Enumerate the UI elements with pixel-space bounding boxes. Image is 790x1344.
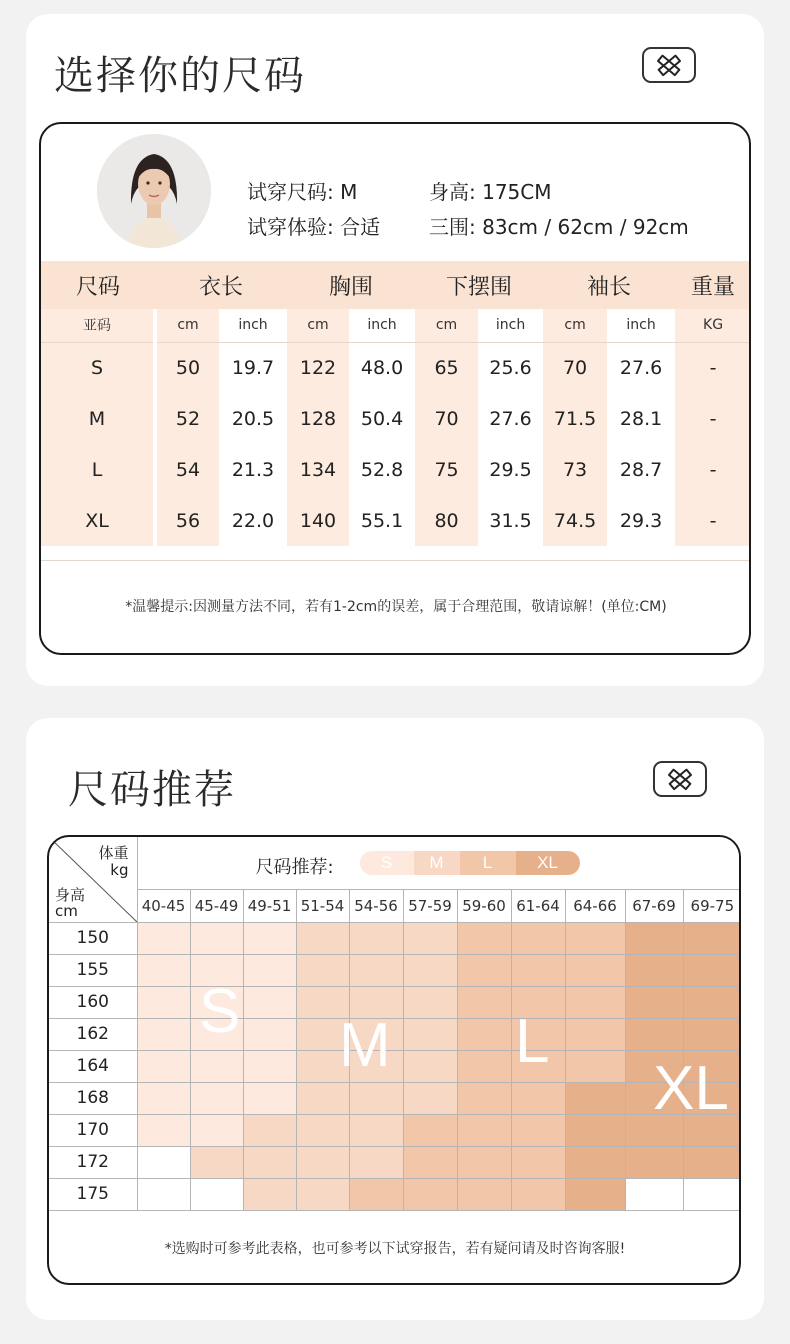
size-recommend-card [26, 718, 764, 1320]
grid-cell [137, 986, 190, 1018]
grid-cell [137, 1018, 190, 1050]
grid-cell [243, 1178, 296, 1210]
cell-value: 29.3 [607, 495, 675, 546]
section-title-size: 选择你的尺码 [54, 53, 306, 99]
grid-cell [349, 1178, 403, 1210]
cell-value: 122 [287, 342, 349, 393]
cell-value: 54 [155, 444, 219, 495]
grid-cell [190, 922, 243, 954]
grid-cell [296, 986, 349, 1018]
cell-value: 134 [287, 444, 349, 495]
ruler-pencil-icon[interactable] [642, 47, 696, 83]
grid-cell [296, 1050, 349, 1082]
grid-cell [457, 986, 511, 1018]
grid-cell [190, 1050, 243, 1082]
grid-cell [349, 986, 403, 1018]
sub-kg: KG [675, 309, 751, 342]
region-label-xl: XL [653, 1054, 729, 1123]
cell-value: 71.5 [543, 393, 607, 444]
grid-cell [296, 954, 349, 986]
grid-cell [457, 1018, 511, 1050]
cell-value: 22.0 [219, 495, 287, 546]
cell-value: 50.4 [349, 393, 415, 444]
grid-cell [190, 1114, 243, 1146]
cell-value: 20.5 [219, 393, 287, 444]
region-label-l: L [515, 1007, 550, 1076]
sub-inch: inch [478, 309, 543, 342]
grid-cell [683, 1178, 741, 1210]
cell-value: 56 [155, 495, 219, 546]
grid-cell [190, 1178, 243, 1210]
grid-cell [565, 922, 625, 954]
sub-inch: inch [349, 309, 415, 342]
grid-cell [403, 1178, 457, 1210]
weight-range-header: 54-56 [349, 889, 403, 922]
grid-cell [565, 1018, 625, 1050]
grid-cell [243, 1114, 296, 1146]
cell-value: 55.1 [349, 495, 415, 546]
grid-cell [565, 954, 625, 986]
ruler-pencil-icon[interactable] [653, 761, 707, 797]
corner-weight-unit: kg [110, 861, 129, 879]
grid-cell [403, 1018, 457, 1050]
height-label: 155 [49, 954, 137, 986]
model-height-text: 身高: 175CM [429, 180, 552, 204]
grid-cell [683, 1146, 741, 1178]
cell-value: 52 [155, 393, 219, 444]
grid-cell [457, 922, 511, 954]
trial-size-text: 试穿尺码: M [247, 180, 358, 204]
grid-cell [296, 1082, 349, 1114]
grid-cell [296, 1114, 349, 1146]
height-label: 172 [49, 1146, 137, 1178]
table-row [41, 393, 751, 444]
grid-cell [625, 1082, 683, 1114]
cell-value: 80 [415, 495, 478, 546]
grid-cell [190, 1082, 243, 1114]
model-avatar [97, 134, 211, 248]
cell-value: 75 [415, 444, 478, 495]
grid-cell [625, 1178, 683, 1210]
grid-cell [625, 1018, 683, 1050]
grid-cell [403, 954, 457, 986]
sub-cm: cm [543, 309, 607, 342]
header-chest: 胸围 [287, 261, 415, 309]
grid-row [49, 1146, 741, 1178]
grid-cell [349, 1050, 403, 1082]
grid-cell [403, 1146, 457, 1178]
cell-value: 28.1 [607, 393, 675, 444]
height-label: 168 [49, 1082, 137, 1114]
size-chart-card [26, 14, 764, 686]
cell-value: 48.0 [349, 342, 415, 393]
grid-cell [625, 1114, 683, 1146]
grid-cell [296, 1146, 349, 1178]
table-row [41, 342, 751, 393]
grid-cell [511, 954, 565, 986]
grid-cell [243, 1050, 296, 1082]
cell-value: - [675, 444, 751, 495]
cell-value: 73 [543, 444, 607, 495]
grid-cell [683, 1018, 741, 1050]
grid-cell [625, 922, 683, 954]
size-table-header [41, 261, 751, 309]
weight-range-header: 61-64 [511, 889, 565, 922]
cell-value: - [675, 393, 751, 444]
grid-cell [565, 1178, 625, 1210]
sub-inch: inch [219, 309, 287, 342]
grid-cell [625, 986, 683, 1018]
sub-inch: inch [607, 309, 675, 342]
grid-cell [403, 1082, 457, 1114]
grid-cell [457, 1050, 511, 1082]
grid-cell [565, 1082, 625, 1114]
grid-row [49, 1114, 741, 1146]
grid-cell [349, 1146, 403, 1178]
sub-cm: cm [415, 309, 478, 342]
grid-cell [243, 986, 296, 1018]
section-title-recommend: 尺码推荐 [68, 767, 236, 813]
cell-value: 27.6 [607, 342, 675, 393]
grid-cell [457, 1146, 511, 1178]
grid-cell [349, 954, 403, 986]
grid-row [49, 1178, 741, 1210]
recommend-note: *选购时可参考此表格，也可参考以下试穿报告，若有疑问请及时咨询客服! [164, 1241, 626, 1257]
header-sleeve: 袖长 [543, 261, 675, 309]
grid-cell [403, 1114, 457, 1146]
grid-row [49, 922, 741, 954]
cell-value: 74.5 [543, 495, 607, 546]
grid-cell [243, 922, 296, 954]
weight-range-header: 49-51 [243, 889, 296, 922]
grid-cell [683, 1114, 741, 1146]
grid-cell [137, 1178, 190, 1210]
legend-l: L [460, 851, 516, 875]
cell-size: S [41, 342, 155, 393]
grid-cell [349, 922, 403, 954]
legend-s: S [360, 851, 414, 875]
grid-cell [683, 954, 741, 986]
height-label: 175 [49, 1178, 137, 1210]
grid-cell [243, 1082, 296, 1114]
corner-height-label [55, 887, 85, 919]
size-note: *温馨提示:因测量方法不同，若有1-2cm的误差，属于合理范围，敬请谅解！(单位:CM) [125, 599, 667, 615]
grid-cell [511, 922, 565, 954]
grid-cell [296, 1018, 349, 1050]
weight-range-header: 59-60 [457, 889, 511, 922]
trial-feel-text: 试穿体验: 合适 [247, 215, 381, 239]
model-measurements-text: 三围: 83cm / 62cm / 92cm [429, 215, 689, 239]
cell-size: XL [41, 495, 155, 546]
corner-weight: 体重 [98, 844, 129, 862]
cell-value: 70 [543, 342, 607, 393]
cell-value: 128 [287, 393, 349, 444]
size-table-subheader [41, 309, 751, 342]
cell-value: - [675, 342, 751, 393]
cell-value: 140 [287, 495, 349, 546]
recommend-grid-box [47, 835, 741, 1285]
grid-cell [683, 1050, 741, 1082]
divider [41, 560, 751, 561]
table-row [41, 495, 751, 546]
grid-cell [565, 986, 625, 1018]
grid-cell [457, 1178, 511, 1210]
grid-cell [243, 954, 296, 986]
grid-cell [190, 986, 243, 1018]
grid-row [49, 954, 741, 986]
weight-range-header: 67-69 [625, 889, 683, 922]
grid-cell [511, 1050, 565, 1082]
grid-cell [511, 1018, 565, 1050]
cell-value: 19.7 [219, 342, 287, 393]
cell-value: 29.5 [478, 444, 543, 495]
grid-cell [296, 922, 349, 954]
recommend-legend-cell [137, 837, 741, 889]
cell-value: 31.5 [478, 495, 543, 546]
grid-cell [625, 1146, 683, 1178]
grid-row [49, 1018, 741, 1050]
grid-cell [683, 1082, 741, 1114]
cell-value: - [675, 495, 751, 546]
grid-cell [565, 1050, 625, 1082]
grid-cell [190, 954, 243, 986]
header-length: 衣长 [155, 261, 287, 309]
header-hem: 下摆围 [415, 261, 543, 309]
grid-corner-cell [49, 837, 137, 922]
header-weight: 重量 [675, 261, 751, 309]
grid-cell [349, 1082, 403, 1114]
weight-range-header: 57-59 [403, 889, 457, 922]
grid-cell [511, 1178, 565, 1210]
legend-m: M [414, 851, 460, 875]
height-label: 160 [49, 986, 137, 1018]
cell-value: 65 [415, 342, 478, 393]
cell-value: 25.6 [478, 342, 543, 393]
height-label: 170 [49, 1114, 137, 1146]
cell-value: 21.3 [219, 444, 287, 495]
cell-value: 70 [415, 393, 478, 444]
grid-cell [137, 1050, 190, 1082]
grid-cell [565, 1114, 625, 1146]
grid-cell [683, 986, 741, 1018]
grid-cell [403, 986, 457, 1018]
weight-range-header: 64-66 [565, 889, 625, 922]
grid-cell [243, 1018, 296, 1050]
region-label-s: S [199, 977, 241, 1046]
height-label: 150 [49, 922, 137, 954]
legend-xl: XL [516, 851, 580, 875]
sub-cm: cm [155, 309, 219, 342]
cell-value: 28.7 [607, 444, 675, 495]
cell-size: L [41, 444, 155, 495]
grid-cell [683, 922, 741, 954]
table-row [41, 444, 751, 495]
grid-cell [349, 1018, 403, 1050]
grid-cell [511, 1082, 565, 1114]
grid-row [49, 986, 741, 1018]
grid-cell [137, 954, 190, 986]
corner-height-unit: cm [55, 901, 78, 920]
sub-cm: cm [287, 309, 349, 342]
region-label-m: M [339, 1011, 391, 1080]
grid-row [49, 1050, 741, 1082]
recommend-grid [49, 837, 741, 1211]
grid-cell [190, 1018, 243, 1050]
header-size: 尺码 [41, 261, 155, 309]
grid-row [49, 1082, 741, 1114]
cell-value: 27.6 [478, 393, 543, 444]
weight-range-header: 45-49 [190, 889, 243, 922]
size-table-box [39, 122, 751, 655]
size-legend-pill [360, 851, 580, 875]
grid-cell [403, 922, 457, 954]
grid-cell [137, 1082, 190, 1114]
weight-header-row [49, 889, 741, 922]
grid-cell [243, 1146, 296, 1178]
weight-range-header: 69-75 [683, 889, 741, 922]
grid-cell [457, 954, 511, 986]
grid-cell [137, 922, 190, 954]
weight-range-header: 51-54 [296, 889, 349, 922]
grid-cell [349, 1114, 403, 1146]
sub-asia-size: 亚码 [41, 309, 155, 342]
cell-size: M [41, 393, 155, 444]
recommend-label: 尺码推荐: [255, 857, 334, 878]
weight-range-header: 40-45 [137, 889, 190, 922]
grid-cell [190, 1146, 243, 1178]
grid-cell [511, 1114, 565, 1146]
grid-cell [403, 1050, 457, 1082]
grid-cell [137, 1146, 190, 1178]
grid-cell [565, 1146, 625, 1178]
grid-cell [457, 1082, 511, 1114]
cell-value: 52.8 [349, 444, 415, 495]
height-label: 164 [49, 1050, 137, 1082]
grid-cell [511, 986, 565, 1018]
grid-cell [625, 954, 683, 986]
grid-cell [511, 1146, 565, 1178]
corner-height: 身高 [55, 885, 86, 904]
grid-cell [457, 1114, 511, 1146]
grid-cell [296, 1178, 349, 1210]
size-table [41, 261, 751, 546]
height-label: 162 [49, 1018, 137, 1050]
corner-weight-label [98, 845, 128, 879]
grid-cell [625, 1050, 683, 1082]
grid-cell [137, 1114, 190, 1146]
cell-value: 50 [155, 342, 219, 393]
